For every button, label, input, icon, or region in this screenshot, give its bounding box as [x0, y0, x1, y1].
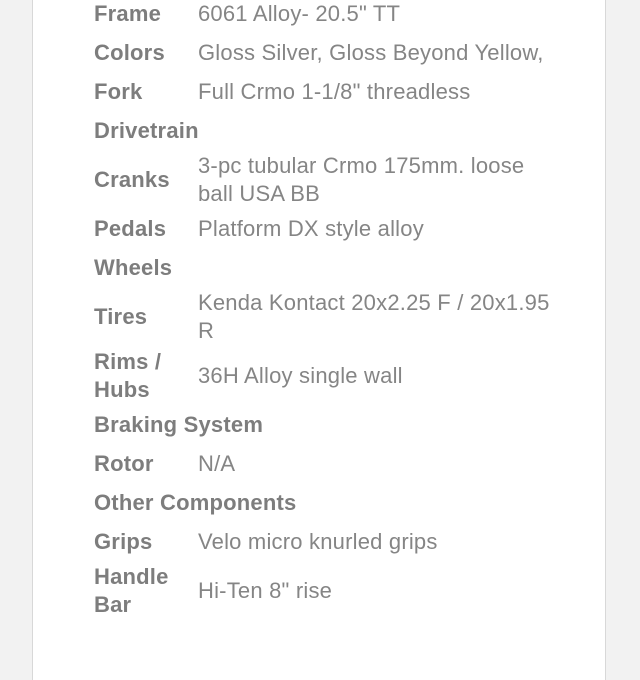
spec-label: Rims / Hubs: [94, 348, 162, 402]
spec-value: N/A: [198, 450, 236, 476]
spec-value: 3-pc tubular Crmo 175mm. loose ball USA BB: [198, 152, 525, 206]
spec-label: Handle Bar: [94, 563, 169, 617]
spec-value: 36H Alloy single wall: [198, 362, 403, 388]
section-row-wheels: [94, 248, 564, 287]
spec-row-cranks: [94, 150, 564, 209]
section-heading: Drivetrain: [94, 117, 199, 143]
section-heading: Braking System: [94, 411, 264, 437]
spec-label: Rotor: [94, 450, 154, 476]
spec-value: 6061 Alloy- 20.5" TT: [198, 0, 401, 26]
spec-row-tires: [94, 287, 564, 346]
spec-row-grips: [94, 522, 564, 561]
spec-value: Full Crmo 1-1/8" threadless: [198, 78, 471, 104]
spec-row-frame: [94, 0, 564, 33]
section-row-other-components: [94, 483, 564, 522]
spec-value: Hi-Ten 8" rise: [198, 577, 333, 603]
spec-label: Colors: [94, 39, 165, 65]
spec-row-handle-bar: [94, 561, 564, 620]
spec-row-colors: [94, 33, 564, 72]
spec-label: Tires: [94, 303, 148, 329]
spec-value: Platform DX style alloy: [198, 215, 424, 241]
spec-row-fork: [94, 72, 564, 111]
spec-value: Gloss Silver, Gloss Beyond Yellow,: [198, 39, 544, 65]
spec-row-pedals: [94, 209, 564, 248]
spec-value: Velo micro knurled grips: [198, 528, 438, 554]
spec-label: Grips: [94, 528, 153, 554]
section-row-drivetrain: [94, 111, 564, 150]
section-row-braking-system: [94, 405, 564, 444]
spec-value: Kenda Kontact 20x2.25 F / 20x1.95 R: [198, 289, 550, 343]
spec-label: Frame: [94, 0, 162, 26]
spec-label: Pedals: [94, 215, 167, 241]
section-heading: Wheels: [94, 254, 173, 280]
section-heading: Other Components: [94, 489, 297, 515]
spec-row-rotor: [94, 444, 564, 483]
spec-label: Cranks: [94, 166, 170, 192]
spec-table: [94, 0, 564, 620]
spec-row-rims-hubs: [94, 346, 564, 405]
spec-label: Fork: [94, 78, 143, 104]
